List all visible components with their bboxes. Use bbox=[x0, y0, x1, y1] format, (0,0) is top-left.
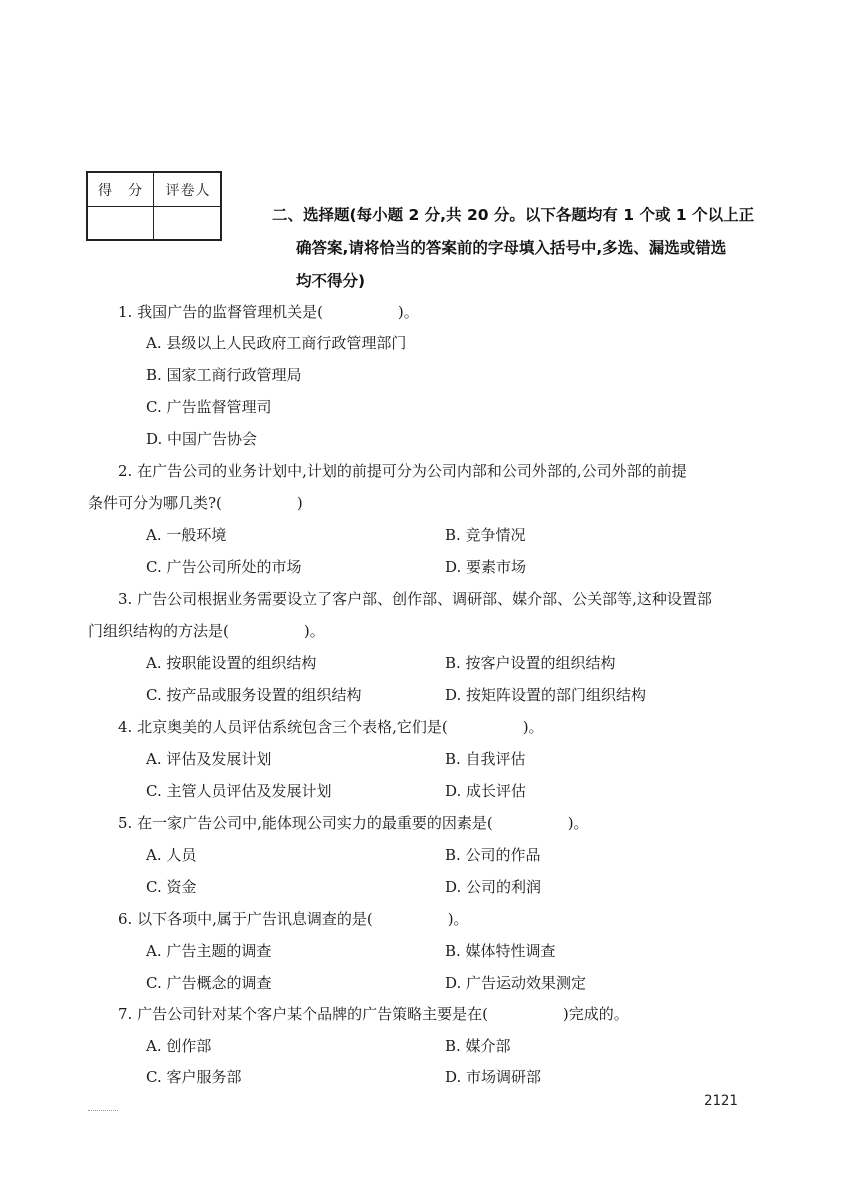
page-number: 2121 bbox=[704, 1093, 738, 1109]
question-6-option-a: A. 广告主题的调查 bbox=[146, 942, 272, 960]
question-3-option-c: C. 按产品或服务设置的组织结构 bbox=[146, 686, 362, 704]
question-3-stem: 3. 广告公司根据业务需要设立了客户部、创作部、调研部、媒介部、公关部等,这种设置部 bbox=[118, 590, 712, 608]
question-1-option-d: D. 中国广告协会 bbox=[146, 430, 258, 448]
question-1-option-a: A. 县级以上人民政府工商行政管理部门 bbox=[146, 334, 407, 352]
question-6-stem: 6. 以下各项中,属于广告讯息调查的是( )。 bbox=[118, 910, 469, 928]
score-box bbox=[86, 171, 222, 241]
question-6-option-c: C. 广告概念的调查 bbox=[146, 974, 272, 992]
question-7-option-d: D. 市场调研部 bbox=[445, 1068, 542, 1086]
question-7-option-a: A. 创作部 bbox=[146, 1037, 212, 1055]
question-4-option-b: B. 自我评估 bbox=[445, 750, 526, 768]
question-1-stem: 1. 我国广告的监督管理机关是( )。 bbox=[118, 303, 419, 321]
question-4-stem: 4. 北京奥美的人员评估系统包含三个表格,它们是( )。 bbox=[118, 718, 544, 736]
question-4-option-d: D. 成长评估 bbox=[445, 782, 527, 800]
question-2-option-c: C. 广告公司所处的市场 bbox=[146, 558, 302, 576]
question-2-stem: 2. 在广告公司的业务计划中,计划的前提可分为公司内部和公司外部的,公司外部的前提 bbox=[118, 462, 687, 480]
section-heading-line1: 二、选择题(每小题 2 分,共 20 分。以下各题均有 1 个或 1 个以上正 bbox=[272, 206, 755, 224]
question-1-option-c: C. 广告监督管理司 bbox=[146, 398, 272, 416]
question-6-option-d: D. 广告运动效果测定 bbox=[445, 974, 587, 992]
question-2-option-a: A. 一般环境 bbox=[146, 526, 227, 544]
question-1-option-b: B. 国家工商行政管理局 bbox=[146, 366, 302, 384]
score-label: 得 分 bbox=[88, 173, 154, 207]
question-3-stem-cont: 门组织结构的方法是( )。 bbox=[88, 622, 325, 640]
question-5-stem: 5. 在一家广告公司中,能体现公司实力的最重要的因素是( )。 bbox=[118, 814, 589, 832]
section-heading-line2: 确答案,请将恰当的答案前的字母填入括号中,多选、漏选或错选 bbox=[296, 239, 727, 257]
score-entry-cell bbox=[88, 207, 154, 239]
question-5-option-b: B. 公司的作品 bbox=[445, 846, 541, 864]
question-4-option-a: A. 评估及发展计划 bbox=[146, 750, 272, 768]
question-7-stem: 7. 广告公司针对某个客户某个品牌的广告策略主要是在( )完成的。 bbox=[118, 1005, 629, 1023]
question-3-option-b: B. 按客户设置的组织结构 bbox=[445, 654, 616, 672]
question-5-option-c: C. 资金 bbox=[146, 878, 197, 896]
question-3-option-d: D. 按矩阵设置的部门组织结构 bbox=[445, 686, 647, 704]
question-2-option-b: B. 竞争情况 bbox=[445, 526, 526, 544]
question-2-option-d: D. 要素市场 bbox=[445, 558, 527, 576]
section-heading bbox=[272, 199, 772, 298]
question-7-option-c: C. 客户服务部 bbox=[146, 1068, 242, 1086]
grader-entry-cell bbox=[154, 207, 222, 239]
question-6-option-b: B. 媒体特性调查 bbox=[445, 942, 556, 960]
question-5-option-d: D. 公司的利润 bbox=[445, 878, 542, 896]
grader-label: 评卷人 bbox=[154, 173, 222, 207]
question-2-stem-cont: 条件可分为哪几类?( ) bbox=[88, 494, 303, 512]
scan-mark bbox=[88, 1108, 118, 1111]
question-5-option-a: A. 人员 bbox=[146, 846, 197, 864]
question-7-option-b: B. 媒介部 bbox=[445, 1037, 511, 1055]
question-4-option-c: C. 主管人员评估及发展计划 bbox=[146, 782, 332, 800]
question-3-option-a: A. 按职能设置的组织结构 bbox=[146, 654, 317, 672]
section-heading-line3: 均不得分) bbox=[296, 272, 366, 290]
